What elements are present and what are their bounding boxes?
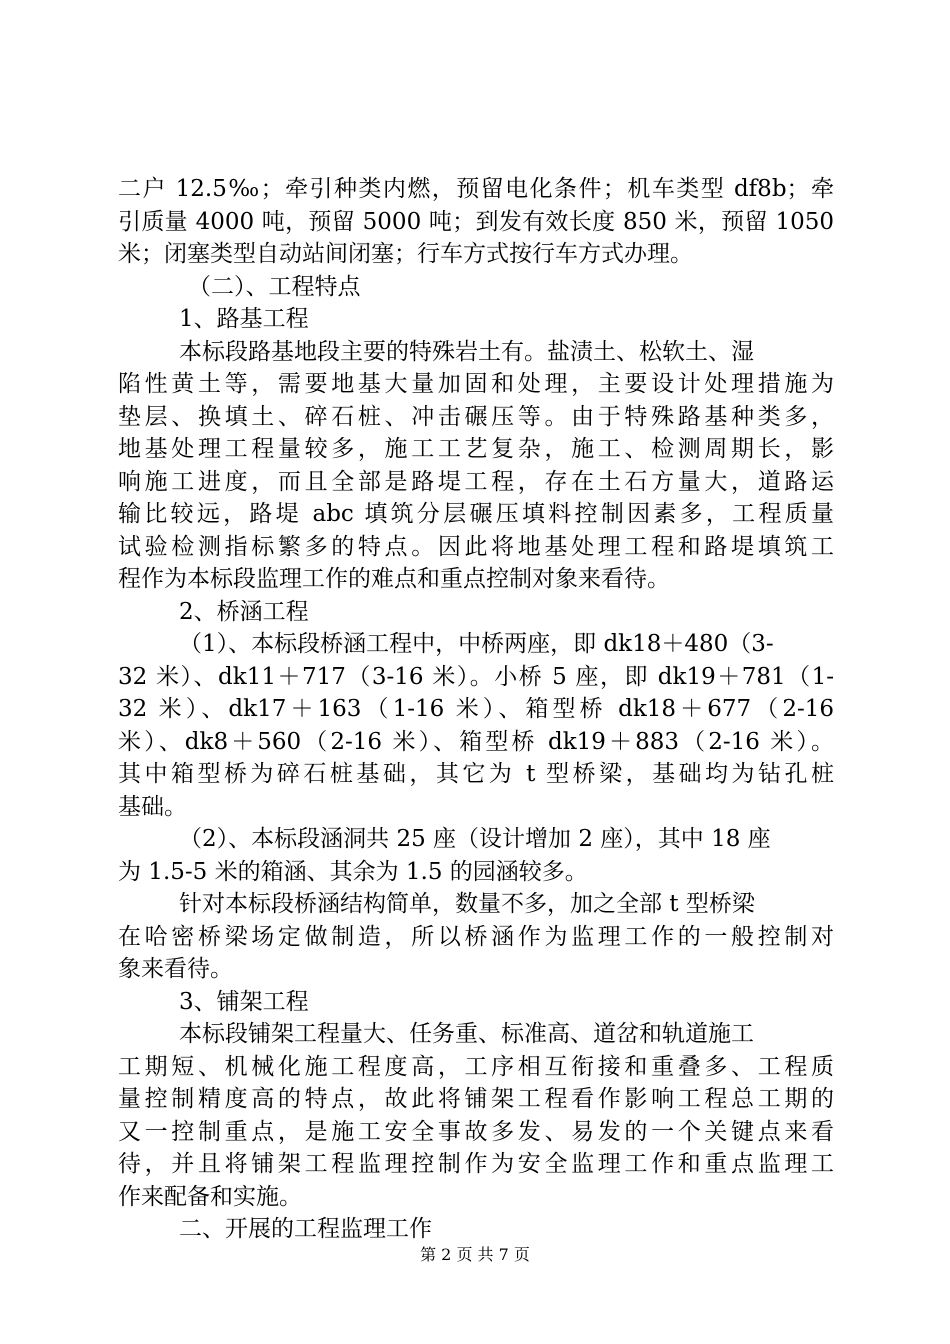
text-line: 为 1.5-5 米的箱涵、其余为 1.5 的园涵较多。 [118, 858, 588, 885]
text-line: 32 米）、dk17＋163（1-16 米）、箱型桥 dk18＋677（2-16 [118, 696, 834, 722]
text-line: （二）、工程特点 [188, 273, 361, 300]
text-line: 32 米）、dk11＋717（3-16 米）。小桥 5 座，即 dk19＋781（1- [118, 663, 834, 690]
text-line: 试验检测指标繁多的特点。因此将地基处理工程和路堤填筑工 [118, 533, 834, 560]
text-line: 响施工进度，而且全部是路堤工程，存在土石方量大，道路运 [118, 468, 834, 495]
text-line: 本标段铺架工程量大、任务重、标准高、道岔和轨道施工 [179, 1021, 754, 1047]
text-line: 3、铺架工程 [179, 988, 309, 1015]
text-line: 引质量 4000 吨，预留 5000 吨；到发有效长度 850 米，预留 1050 [118, 208, 834, 235]
text-line: 量控制精度高的特点，故此将铺架工程看作影响工程总工期的 [118, 1086, 834, 1112]
document-body [118, 173, 834, 1246]
text-line: （2）、本标段涵洞共 25 座（设计增加 2 座），其中 18 座 [179, 826, 771, 852]
text-line: 2、桥涵工程 [179, 598, 309, 625]
text-line: 又一控制重点，是施工安全事故多发、易发的一个关键点来看 [118, 1118, 834, 1145]
text-line: 陷性黄土等，需要地基大量加固和处理，主要设计处理措施为 [118, 371, 834, 397]
text-line: 待，并且将铺架工程监理控制作为安全监理工作和重点监理工 [118, 1151, 834, 1177]
text-line: 在哈密桥梁场定做制造，所以桥涵作为监理工作的一般控制对 [118, 923, 834, 950]
text-line: 1、路基工程 [179, 306, 309, 332]
text-line: 作来配备和实施。 [118, 1183, 302, 1210]
text-line: 垫层、换填土、碎石桩、冲击碾压等。由于特殊路基种类多， [118, 403, 834, 430]
text-line: 程作为本标段监理工作的难点和重点控制对象来看待。 [118, 566, 670, 592]
text-line: 二户 12.5‰；牵引种类内燃，预留电化条件；机车类型 df8b；牵 [118, 176, 834, 202]
text-line: 其中箱型桥为碎石桩基础，其它为 t 型桥梁，基础均为钻孔桩 [118, 761, 834, 787]
text-line: （1）、本标段桥涵工程中，中桥两座，即 dk18＋480（3- [179, 631, 774, 657]
text-line: 输比较远，路堤 abc 填筑分层碾压填料控制因素多，工程质量 [118, 501, 834, 527]
text-line: 基础。 [118, 793, 187, 820]
text-line: 本标段路基地段主要的特殊岩土有。盐渍土、松软土、湿 [179, 338, 754, 365]
text-line: 地基处理工程量较多，施工工艺复杂，施工、检测周期长，影 [118, 436, 834, 462]
page-footer: 第 2 页 共 7 页 [420, 1245, 530, 1264]
text-line: 米）、dk8＋560（2-16 米）、箱型桥 dk19＋883（2-16 米）。 [118, 728, 834, 755]
text-line: 针对本标段桥涵结构简单，数量不多，加之全部 t 型桥梁 [179, 891, 755, 917]
text-line: 工期短、机械化施工程度高，工序相互衔接和重叠多、工程质 [118, 1053, 834, 1080]
text-line: 二、开展的工程监理工作 [179, 1216, 432, 1242]
text-line: 米；闭塞类型自动站间闭塞；行车方式按行车方式办理。 [118, 241, 693, 267]
text-line: 象来看待。 [118, 956, 233, 982]
